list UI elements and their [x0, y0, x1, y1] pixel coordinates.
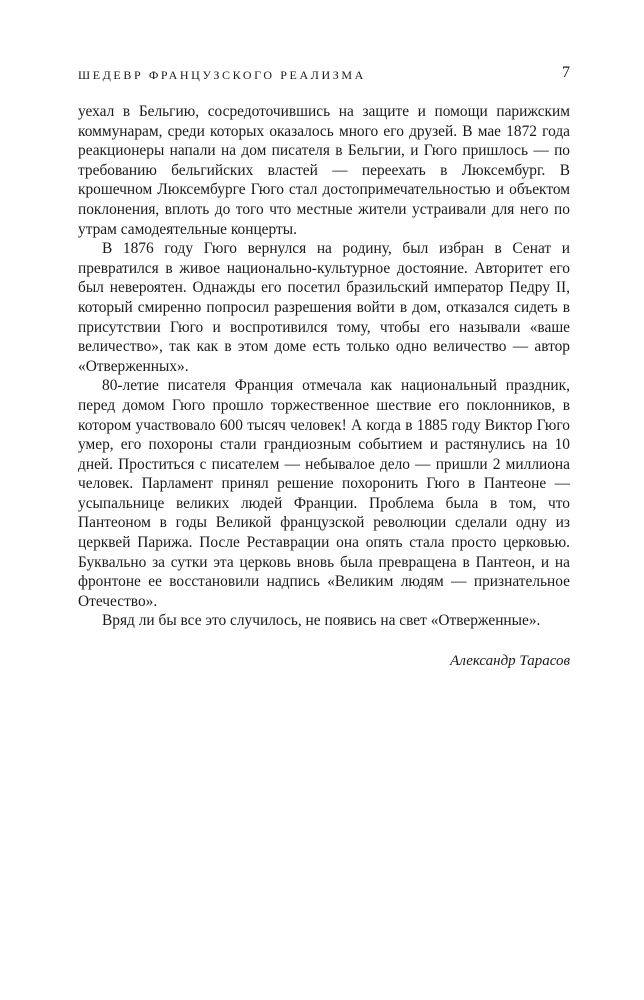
page-number: 7 [562, 64, 570, 81]
paragraph-4: Вряд ли бы все это случилось, не появись на свет «Отверженные». [102, 612, 541, 630]
body-text [78, 102, 570, 631]
paragraph-1: уехал в Бельгию, сосредоточившись на защите и помощи парижским коммунарам, среди которых оказалось много его друзей. В мае 1872 года реакционеры напали на дом писателя в Бельгии, и Гюго пришлось — по требованию бельгийских властей — переехать в Люксембург. В крошечном Люксембурге Гюго стал достопримечательностью и объектом поклонения, вплоть до того что местные жители устраивали для него по утрам самодеятельные концерты. [78, 103, 570, 238]
paragraph-2: В 1876 году Гюго вернулся на родину, был избран в Сенат и превратился в живое национально-культурное достояние. Авторитет его был невероятен. Однажды его посетил бразильский император Педру II, который смиренно попросил разрешения войти в дом, отказался сидеть в присутствии Гюго и воспротивился тому, чтобы его называли «ваше величество», так как в этом доме есть только одно величество — автор «Отверженных». [78, 240, 570, 375]
paragraph-3: 80-летие писателя Франция отмечала как национальный праздник, перед домом Гюго прошло торжественное шествие его поклонников, в котором участвовало 600 тысяч человек! А когда в 1885 году Виктор Гюго умер, его похороны стали грандиозным событием и растянулись на 10 дней. Проститься с писателем — небывалое дело — пришли 2 миллиона человек. Парламент принял решение похоронить Гюго в Пантеоне — усыпальнице великих людей Франции. Проблема была в том, что Пантеоном в годы Великой французской революции сделали одну из церквей Парижа. После Реставрации она опять стала просто церковью. Буквально за сутки эта церковь вновь была превращена в Пантеон, и на фронтоне ее восстановили надпись «Великим людям — признательное Отечество». [78, 377, 570, 610]
running-title: ШЕДЕВР ФРАНЦУЗСКОГО РЕАЛИЗМА [78, 68, 366, 82]
book-page [78, 64, 570, 670]
running-header [78, 64, 570, 86]
author-signature: Александр Тарасов [450, 653, 570, 670]
